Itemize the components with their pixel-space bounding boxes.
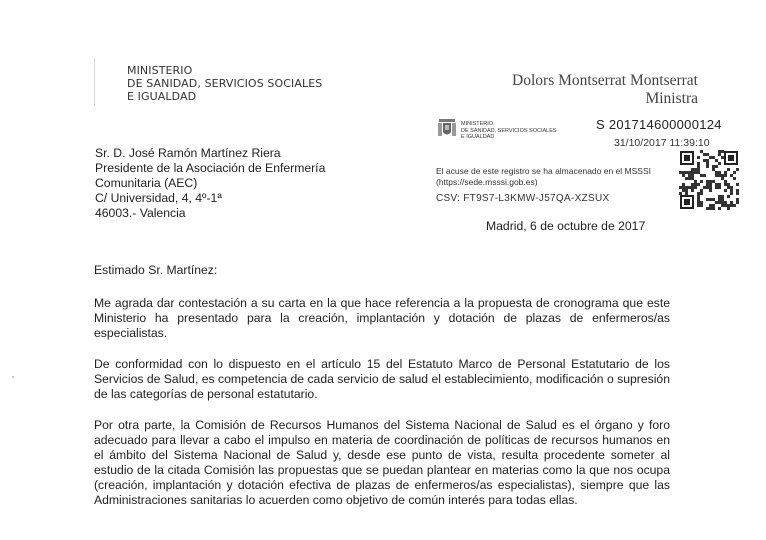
minister-title: Ministra	[645, 90, 698, 107]
body-paragraph: Me agrada dar contestación a su carta en la que hace referencia a la propuesta de cronograma que este Ministerio ha presentado para la creación, implantación y dotación de plazas de enfermeros/as especialistas.	[94, 296, 670, 340]
minister-name: Dolors Montserrat Montserrat	[512, 72, 698, 89]
scan-artifact	[12, 376, 14, 378]
letterhead-ministry-line: E IGUALDAD	[127, 90, 197, 103]
recipient-line: 46003.- Valencia	[95, 206, 186, 220]
stamp-ministry-line: E IGUALDAD	[461, 134, 495, 140]
letterhead-ministry-line: DE SANIDAD, SERVICIOS SOCIALES	[127, 77, 323, 90]
registry-datetime: 31/10/2017 11:39:10	[614, 137, 710, 149]
registry-csv: CSV: FT9S7-L3KMW-J57QA-XZSUX	[436, 193, 610, 204]
salutation: Estimado Sr. Martínez:	[94, 263, 218, 277]
letterhead-ministry-line: MINISTERIO	[127, 64, 193, 77]
recipient-address	[95, 146, 415, 221]
body-paragraph: Por otra parte, la Comisión de Recursos Humanos del Sistema Nacional de Salud es el órgano y foro adecuado para llevar a cabo el impulso en materia de coordinación de políticas de recursos humanos en el ámbito del Sistema Nacional de Salud y, desde ese punto de vista, resulta procedente someter al estudio de la citada Comisión las propuestas que se puedan plantear en materias como la que nos ocupa (creación, implantación y dotación efectiva de plazas de enfermeros/as especialistas), siempre que las Administraciones sanitarias lo acuerden como objetivo de común interés para todas ellas.	[94, 418, 670, 507]
recipient-line: Comunitaria (AEC)	[95, 176, 198, 190]
recipient-line: C/ Universidad, 4, 4º-1ª	[95, 191, 222, 205]
stamp-ministry	[461, 121, 591, 141]
letterhead-ministry	[127, 64, 367, 103]
recipient-line: Sr. D. José Ramón Martínez Riera	[95, 146, 281, 160]
letterhead-divider	[94, 58, 95, 106]
stamp-ministry-line: DE SANIDAD, SERVICIOS SOCIALES	[461, 127, 557, 134]
registry-acknowledgement: El acuse de este registro se ha almacenado en el MSSSI (https://sede.msssi.gob.es)	[436, 166, 651, 187]
qr-code-icon	[679, 150, 739, 210]
recipient-line: Presidente de la Asociación de Enfermería	[95, 161, 326, 175]
registry-number: S 201714600000124	[596, 117, 722, 132]
stamp-ministry-line: MINISTERIO	[461, 121, 494, 127]
coat-of-arms-icon	[436, 118, 458, 138]
place-and-date: Madrid, 6 de octubre de 2017	[486, 219, 646, 233]
body-paragraph: De conformidad con lo dispuesto en el artículo 15 del Estatuto Marco de Personal Estatutario de los Servicios de Salud, es competencia de cada servicio de salud el establecimiento, modificación o supresión de las categorías de personal estatutario.	[94, 357, 670, 401]
